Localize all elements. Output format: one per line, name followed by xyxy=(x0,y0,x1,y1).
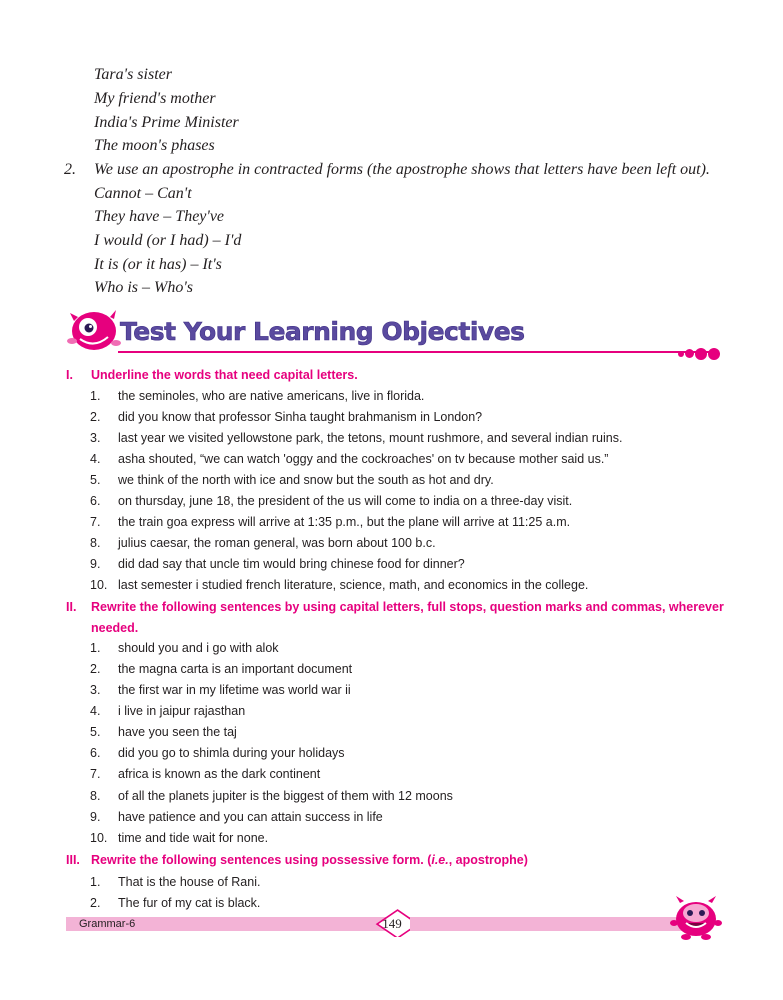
section-heading-text: Rewrite the following sentences using possessive form. (i.e., apostrophe) xyxy=(91,853,528,867)
footer-book-title: Grammar-6 xyxy=(79,918,136,930)
section-roman: I. xyxy=(66,368,73,382)
example-line: Who is – Who's xyxy=(94,279,193,296)
section-roman: III. xyxy=(66,853,80,867)
example-line: My friend's mother xyxy=(94,90,216,107)
example-line: They have – They've xyxy=(94,208,225,225)
page-number: 149 xyxy=(382,916,402,931)
banner-dots xyxy=(678,345,721,363)
section-title: Test Your Learning Objectives xyxy=(120,317,525,346)
section-heading-text: Underline the words that need capital letters. xyxy=(91,368,358,382)
section-banner xyxy=(66,305,721,363)
example-line: The moon's phases xyxy=(94,137,215,154)
section-heading-text: Rewrite the following sentences by using capital letters, full stops, question marks and commas, wherever needed. xyxy=(91,600,724,635)
example-line: Tara's sister xyxy=(94,66,172,83)
example-line: Cannot – Can't xyxy=(94,185,192,202)
example-line: India's Prime Minister xyxy=(94,114,239,131)
banner-rule xyxy=(118,351,718,353)
rule-number: 2. xyxy=(64,161,76,178)
section-roman: II. xyxy=(66,600,77,614)
example-line: I would (or I had) – I'd xyxy=(94,232,242,249)
monster-mascot-icon xyxy=(66,305,122,357)
rule-text: We use an apostrophe in contracted forms (the apostrophe shows that letters have been left out). xyxy=(94,161,710,178)
monster-mascot-icon xyxy=(668,893,724,941)
example-line: It is (or it has) – It's xyxy=(94,256,222,273)
